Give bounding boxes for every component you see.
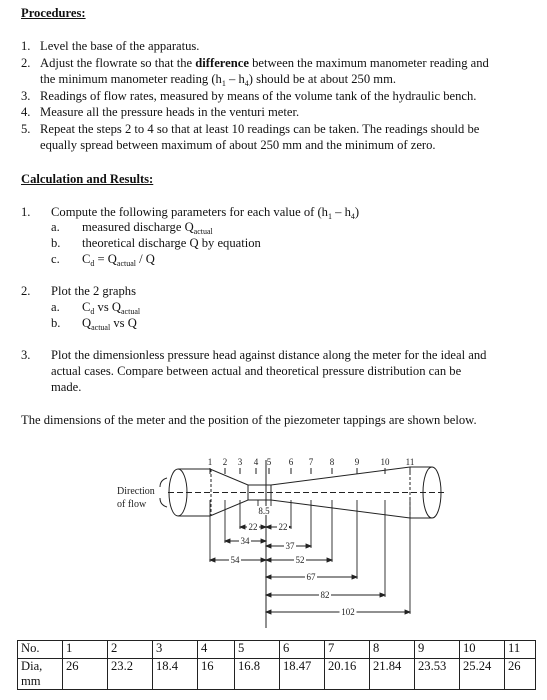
dimension-label: 34 — [240, 536, 250, 546]
calc-2b-s1: actual — [91, 323, 111, 332]
table-cell: 8 — [370, 641, 415, 659]
calc-1-text-a: Compute the following parameters for each value of (h — [51, 205, 328, 219]
calc-1c-t2: = Q — [94, 252, 117, 266]
table-cell: 2 — [108, 641, 153, 659]
table-cell: 3 — [153, 641, 198, 659]
calc-1a-label: a. — [51, 220, 60, 234]
dimension-arrow — [266, 610, 271, 614]
step-5-line-1: Repeat the steps 2 to 4 so that at least 10 readings can be taken. The readings should be — [40, 122, 480, 136]
tap-number: 10 — [380, 457, 390, 467]
flow-label-1: Direction — [117, 486, 155, 497]
step-2-text-a: Adjust the flowrate so that the — [40, 56, 196, 70]
dimension-label: 54 — [230, 555, 240, 565]
step-2-text-c: the minimum manometer reading (h — [40, 72, 222, 86]
inlet-pipe-upper — [160, 478, 167, 487]
dia-label: Dia, — [21, 659, 43, 673]
tap-number: 4 — [253, 457, 259, 467]
table-cell: 26 — [505, 659, 536, 690]
dimension-label: 82 — [320, 590, 330, 600]
table-cell: No. — [18, 641, 63, 659]
dimension-arrow — [380, 593, 385, 597]
step-2-sub-1: 1 — [221, 79, 226, 88]
table-cell: 23.2 — [108, 659, 153, 690]
dimension-label: 67 — [306, 572, 316, 582]
table-cell: 23.53 — [415, 659, 460, 690]
step-2-text-e: ) should be at about 250 mm. — [248, 72, 397, 86]
step-1-text: Level the base of the apparatus. — [40, 39, 200, 53]
calc-1c-label: c. — [51, 252, 60, 266]
dimension-arrow — [240, 525, 245, 529]
procedures-heading: Procedures: — [21, 6, 86, 20]
calc-2-text: Plot the 2 graphs — [51, 284, 137, 298]
dimension-label: 37 — [285, 541, 295, 551]
calc-2a-label: a. — [51, 300, 60, 314]
step-3-text: Readings of flow rates, measured by means of the volume tank of the hydraulic bench. — [40, 89, 477, 103]
table-row-diameter — [18, 659, 536, 690]
inlet-pipe-lower — [160, 498, 167, 507]
calc-1-num: 1. — [21, 205, 31, 219]
step-2-sub-4: 4 — [244, 79, 249, 88]
table-cell: 9 — [415, 641, 460, 659]
tap-number: 9 — [354, 457, 360, 467]
dimension-arrow — [306, 544, 311, 548]
table-cell: 6 — [280, 641, 325, 659]
table-cell: 5 — [235, 641, 280, 659]
calc-2a-t1: C — [82, 300, 91, 314]
calc-2b-t2: vs Q — [110, 316, 137, 330]
step-4-text: Measure all the pressure heads in the venturi meter. — [40, 105, 300, 119]
step-5-num: 5. — [21, 122, 31, 136]
step-3-num: 3. — [21, 89, 31, 103]
step-4-num: 4. — [21, 105, 31, 119]
calc-2-num: 2. — [21, 284, 31, 298]
step-5-line-2: equally spread between maximum of about 250 mm and the minimum of zero. — [40, 138, 436, 152]
table-cell: 18.4 — [153, 659, 198, 690]
calc-2a-t2: vs Q — [94, 300, 121, 314]
table-cell: 26 — [63, 659, 108, 690]
dimension-arrow — [352, 575, 357, 579]
table-cell: 16.8 — [235, 659, 280, 690]
dimension-arrow — [405, 610, 410, 614]
table-cell: 1 — [63, 641, 108, 659]
dimension-label: 8.5 — [258, 506, 270, 516]
tap-number: 2 — [222, 457, 228, 467]
table-cell: 16 — [198, 659, 235, 690]
dia-unit: mm — [21, 674, 41, 688]
table-cell: 7 — [325, 641, 370, 659]
calc-1a-text-main: measured discharge Q — [82, 220, 194, 234]
diagram-intro: The dimensions of the meter and the position of the piezometer tappings are shown below. — [21, 413, 477, 427]
tap-labels — [208, 457, 415, 467]
step-2-text-d: – h — [225, 72, 245, 86]
calc-3-line-1: Plot the dimensionless pressure head against distance along the meter for the ideal and — [51, 348, 487, 362]
calc-1-text-c: ) — [354, 205, 360, 219]
diameter-table — [17, 640, 536, 690]
dimension-arrow — [266, 593, 271, 597]
dimension-label: 22 — [248, 522, 258, 532]
step-2-text-b: between the maximum manometer reading and — [248, 56, 489, 70]
dimension-arrow — [266, 575, 271, 579]
calc-heading: Calculation and Results: — [21, 172, 154, 186]
dimension-label: 102 — [341, 607, 355, 617]
tap-number: 11 — [405, 457, 415, 467]
dimension-arrow — [210, 558, 215, 562]
calc-1c-s2: actual — [116, 259, 137, 268]
table-cell: 18.47 — [280, 659, 325, 690]
tap-number: 1 — [207, 457, 213, 467]
calc-1c-s1: d — [90, 259, 95, 268]
dimension-labels — [229, 506, 357, 617]
calc-1b-text: theoretical discharge Q by equation — [82, 236, 261, 250]
tap-number: 7 — [308, 457, 314, 467]
calc-1b-label: b. — [51, 236, 61, 250]
calc-2b-label: b. — [51, 316, 61, 330]
calc-2b-t1: Q — [82, 316, 92, 330]
dimension-arrow — [266, 525, 271, 529]
calc-2a-s2: actual — [121, 307, 141, 316]
table-cell: 20.16 — [325, 659, 370, 690]
tap-number: 6 — [288, 457, 294, 467]
calc-1c-t3: / Q — [136, 252, 155, 266]
table-cell: 11 — [505, 641, 536, 659]
table-row-number — [18, 641, 536, 659]
calc-3-num: 3. — [21, 348, 31, 362]
dimension-arrow — [261, 539, 266, 543]
step-2-num: 2. — [21, 56, 31, 70]
calc-3-line-3: made. — [51, 380, 82, 394]
tap-number: 8 — [329, 457, 335, 467]
dimension-label: 52 — [295, 555, 305, 565]
calc-1-sub-1: 1 — [327, 212, 332, 221]
venturi-upper-wall — [178, 467, 432, 485]
step-2-bold: difference — [195, 56, 249, 70]
flow-label-2: of flow — [117, 499, 147, 510]
calc-1-text-b: – h — [331, 205, 351, 219]
dimension-label: 22 — [278, 522, 288, 532]
dimension-arrow — [266, 544, 271, 548]
calc-2a-s1: d — [90, 307, 95, 316]
table-cell — [18, 659, 63, 690]
table-cell: 21.84 — [370, 659, 415, 690]
tap-number: 3 — [237, 457, 243, 467]
table-cell: 25.24 — [460, 659, 505, 690]
dimension-arrow — [266, 558, 271, 562]
table-cell: 4 — [198, 641, 235, 659]
calc-1-sub-4: 4 — [350, 212, 355, 221]
calc-1a-sub: actual — [193, 227, 213, 236]
calc-3-line-2: actual cases. Compare between actual and theoretical pressure distribution can be — [51, 364, 462, 378]
dimension-arrow — [225, 539, 230, 543]
step-1-num: 1. — [21, 39, 31, 53]
calc-1c-t1: C — [82, 252, 91, 266]
table-cell: 10 — [460, 641, 505, 659]
venturi-lower-wall — [178, 500, 432, 518]
dimension-arrow — [327, 558, 332, 562]
tap-number: 5 — [266, 457, 272, 467]
